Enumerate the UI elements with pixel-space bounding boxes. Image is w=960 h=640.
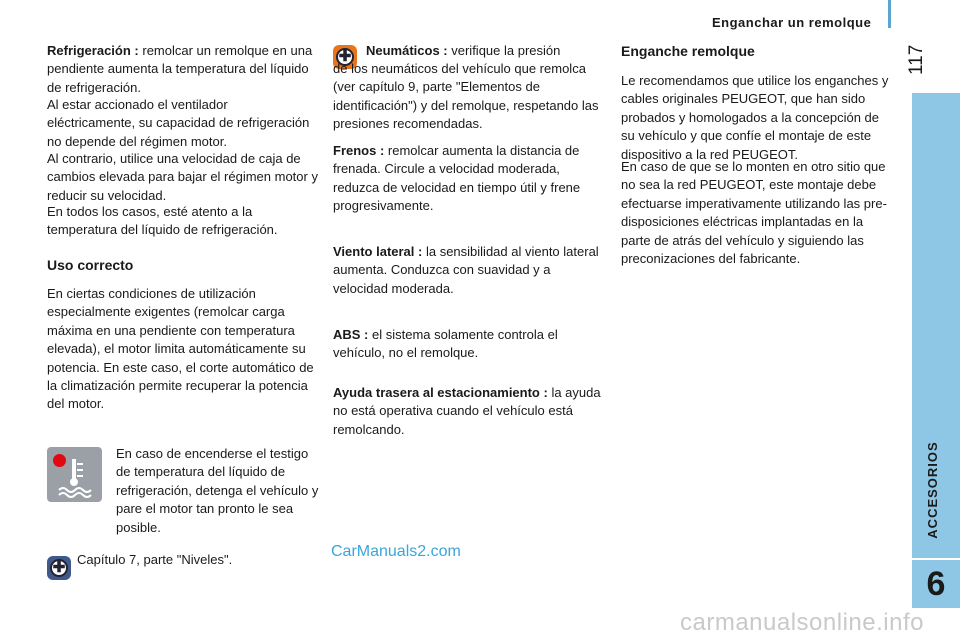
warning-paragraph: En caso de encenderse el testigo de temperatura del líquido de refrigeración, detenga el vehículo y pare el motor tan pronto le sea posible. (116, 446, 319, 535)
section-tab-label: ACCESORIOS (925, 441, 940, 539)
frenos-paragraph (333, 142, 605, 216)
refrigeracion-lead: Refrigeración : (47, 43, 143, 58)
caja-cambios-paragraph: Al contrario, utilice una velocidad de caja de cambios elevada para bajar el régimen motor y reducir su velocidad. (47, 151, 318, 203)
viento-lateral-paragraph (333, 243, 605, 298)
ventilador-paragraph: Al estar accionado el ventilador eléctricamente, su capacidad de refrigeración no depende del régimen motor. (47, 97, 310, 149)
page-number: 117 (906, 44, 927, 75)
uso-correcto-heading: Uso correcto (47, 257, 134, 273)
enganche-paragraph-2: En caso de que se lo monten en otro sitio que no sea la red PEUGEOT, este montaje debe efectuarse imperativamente utilizando las pre-disposiciones eléctricas implantadas en la parte de atrás del vehículo y siguiendo las preconizaciones del fabricante. (621, 159, 887, 267)
coolant-temperature-warning-icon (47, 447, 102, 502)
viento-lead: Viento lateral : (333, 244, 426, 259)
watermark-link[interactable]: CarManuals2.com (331, 543, 461, 560)
plus-info-icon: ✚ (333, 45, 357, 69)
refrigeracion-text: remolcar un remolque en una pendiente aumenta la temperatura del líquido de refrigeración. (47, 43, 313, 95)
chapter-number: 6 (912, 560, 960, 608)
neumaticos-first-line (366, 42, 606, 60)
abs-paragraph (333, 326, 605, 363)
reference-niveles: Capítulo 7, parte "Niveles". (77, 552, 233, 567)
ayuda-lead: Ayuda trasera al estacionamiento : (333, 385, 552, 400)
header-divider (888, 0, 891, 28)
ayuda-trasera-paragraph (333, 384, 605, 439)
frenos-lead: Frenos : (333, 143, 388, 158)
page-header-title: Enganchar un remolque (712, 15, 872, 30)
uso-correcto-paragraph: En ciertas condiciones de utilización especialmente exigentes (remolcar carga máxima en una pendiente con temperatura elevada), el motor limita automáticamente su potencia. En este caso, el corte automático de la climatización permite recuperar la potencia del motor. (47, 286, 314, 412)
abs-lead: ABS : (333, 327, 372, 342)
refrigeracion-paragraph (47, 42, 319, 97)
neumaticos-line1: verifique la presión (451, 43, 561, 58)
ayuda-text: la ayuda no está operativa cuando el vehículo está remolcando. (333, 385, 601, 437)
enganche-paragraph-1: Le recomendamos que utilice los enganches y cables originales PEUGEOT, que han sido probados y homologados a la concepción de su vehículo y que confíe el montaje de este dispositivo a la red PEUGEOT. (621, 73, 889, 162)
viento-text: la sensibilidad al viento lateral aumenta. Conduzca con suavidad y a velocidad moderada. (333, 244, 599, 296)
atento-paragraph: En todos los casos, esté atento a la temperatura del líquido de refrigeración. (47, 204, 278, 238)
neumaticos-lead: Neumáticos : (366, 43, 452, 58)
neumaticos-paragraph: de los neumáticos del vehículo que remolca (ver capítulo 9, parte "Elementos de identificación") y del remolque, respetando las presiones recomendadas. (333, 61, 599, 132)
plus-info-icon: ✚ (47, 556, 71, 580)
abs-text: el sistema solamente controla el vehículo, no el remolque. (333, 327, 558, 361)
frenos-text: remolcar aumenta la distancia de frenada. Circule a velocidad moderada, reduzca de velocidad en tiempo útil y frene progresivamente. (333, 143, 581, 214)
enganche-remolque-heading: Enganche remolque (621, 43, 755, 59)
thermometer-waves-glyph (47, 447, 102, 502)
footer-watermark: carmanualsonline.info (680, 609, 924, 636)
